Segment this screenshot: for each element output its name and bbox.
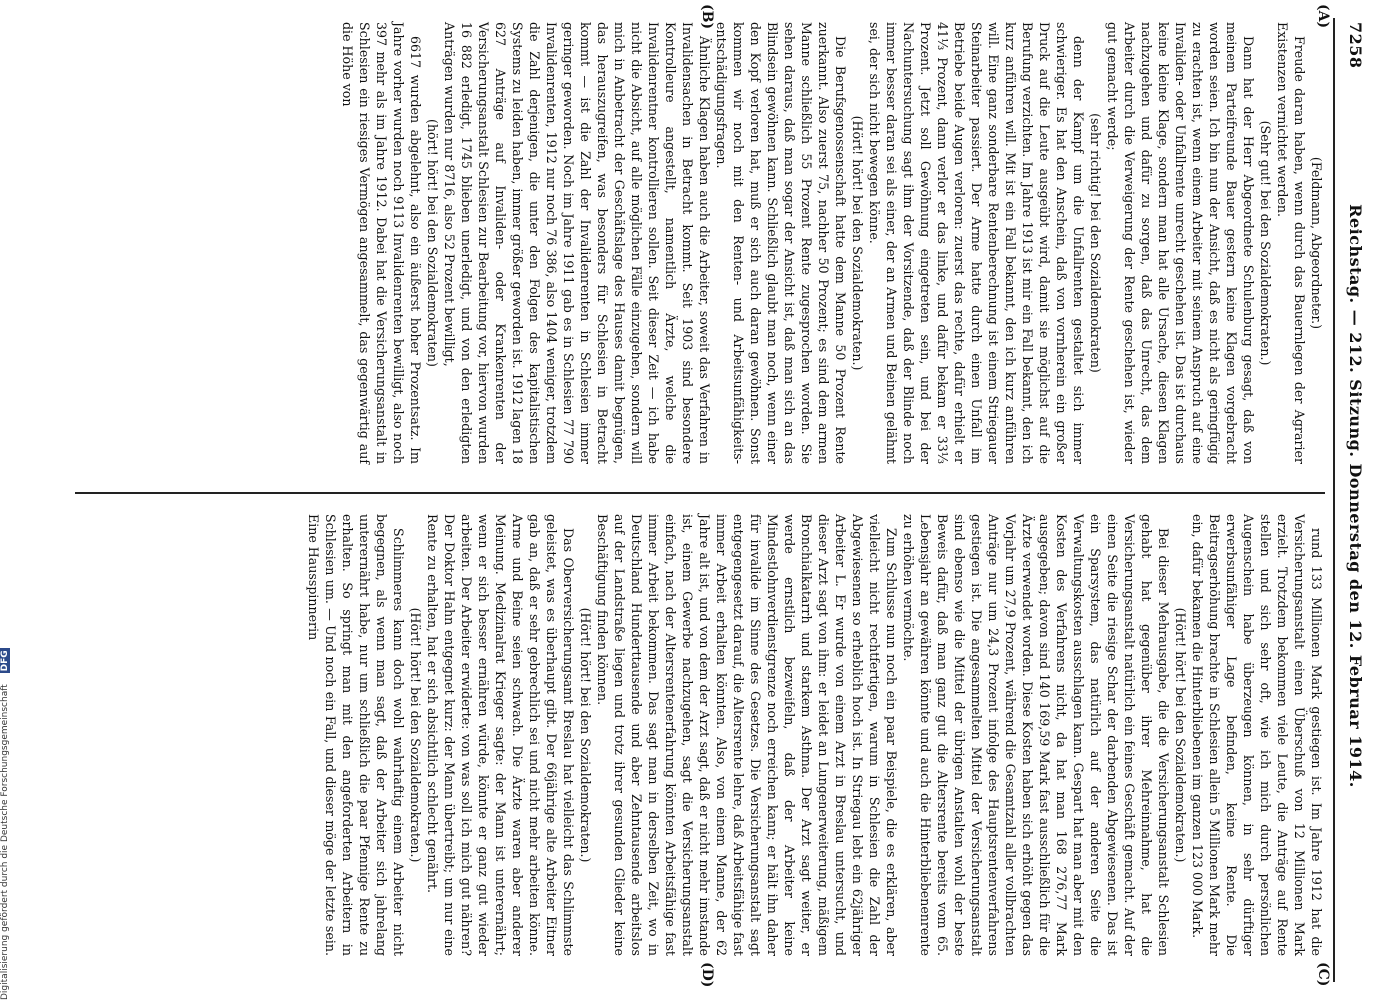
paragraph: denn der Kampf um die Unfallrenten gestaltet sich immer schwieriger. Es hat den Anschein, daß von vornherein ein großer Druck auf die Leute ausgeübt wird, damit sie möglichst auf die Berufung verzichten. Im Jahre 1913 ist mir ein Fall bekannt, den ich kurz anführen will. Mit ist ein Fall bekannt, den ich kurz anführen will. Eine ganz sonderbare Rentenberechnung ist einem Striegauer Steinarbeiter passiert. Der Arme hatte durch einen Unfall im Betriebe beide Augen verloren: zuerst das rechte, dafür erhielt er 41⅓ Prozent, dann verlor er das linke, und dafür bekam er 33⅓ Prozent. Jetzt soll Gewöhnung eingetreten sein, und bei der Nachuntersuchung sagt ihm der Vorsitzende, daß der Blinde noch immer besser daran sei als einer, der an Armen und Beinen gelähmt sei, der sich nicht bewegen könne.	[867, 22, 1086, 464]
right-column	[305, 514, 1325, 956]
paragraph: Freude daran haben, wenn durch das Bauernlegen der Agrarier Existenzen vernichtet werden.	[1275, 22, 1307, 464]
paragraph: (hört! hört! bei den Sozialdemokraten)	[425, 119, 440, 367]
paragraph: Die Berufsgenossenschaft hatte dem Manne 50 Prozent Rente zuerkannt. Also zuerst 75, nachher 50 Prozent; es sind dem armen Manne schließlich 55 Prozent Rente zugesprochen worden. Sie sehen daraus, daß man sogar der Ansicht ist, daß man sich an das Blindsein gewöhnen kann. Schließlich glaubt man noch, wenn einer den Kopf verloren hat, muß er sich auch daran gewöhnen. Sonst kommen wir noch mit den Renten- und Arbeitsunfähigkeits-entschädigungsfragen.	[714, 22, 848, 464]
paragraph: Dann hat der Herr Abgeordnete Schulenburg gesagt, daß von meinem Parteifreunde Bauer gestern keine Klagen vorgebracht worden seien. Ich bin nun der Ansicht, daß es nicht als geringfügig zu erachten ist, wenn einem Arbeiter mit seinem Anspruch auf eine Invaliden- oder Unfallrente unrecht geschehen ist. Das ist durchaus keine kleine Klage, sondern man hat alle Ursache, diesen Klagen nachzugehen und dafür zu sorgen, daß das Unrecht, das dem Arbeiter durch die Verweigerung der Rente geschehen ist, wieder gut gemacht werde;	[1105, 22, 1256, 464]
margin-mark-c: (C)	[1315, 962, 1331, 987]
page-header	[1337, 22, 1365, 970]
paragraph: Bei dieser Mehrausgabe, die die Versicherungsanstalt Schlesien gehabt hat gegenüber ihrer Mehreinnahme, hat die Versicherungsanstalt natürlich ein feines Geschäft gemacht. Auf der einen Seite die riesige Schar der darbenden Abgewiesenen. Das ist ein Sparsystem, das natürlich auf der anderen Seite die Verwaltungskosten ausschlagen kann. Gespart hat man aber mit den Kosten des Verfahrens nicht, da hat man 168 276,77 Mark ausgegeben; davon sind 140 169,59 Mark fast ausschließlich für die Ärzte verwendet worden. Diese Kosten haben sich erhöht gegen das Vorjahr um 27,9 Prozent, während die Gesamtzahl aller vollbrachten Anträge nur um 24,3 Prozent infolge des Hauptsrentenverfahrens gestiegen ist. Die angesammelten Mittel der Versicherungsanstalt sind ebenso wie die Mittel der übrigen Anstalten wohl der beste Beweis dafür, daß man ganz gut die Altersrente bereits vom 65. Lebensjahr an gewähren könnte und auch die Hinterbliebenenrente zu erhöhen vermöchte.	[901, 514, 1171, 956]
paragraph: Zum Schlusse nun noch ein paar Beispiele, die es erklären, aber vielleicht nicht rechtfertigen, warum in Schlesien die Zahl der Abgewiesenen so erheblich hoch ist. In Striegau lebt ein 62jähriger Arbeiter L. Er wurde von einem Arzt in Breslau untersucht, und dieser Arzt sagt von ihm: er leidet an Lungenerweiterung, mäßigem Bronchialkatarrh und starkem Asthma. Der Arzt sagt weiter, er werde ernstlich bezweifeln, daß der Arbeiter keine Mindestlohnverdienstgrenze noch erreichen kann; er hält ihn daher für invalide im Sinne des Gesetzes. Die Versicherungsanstalt sagt entgegengesetzt darauf, die Altersrente lehre, daß Arbeitsfähige fast immer Arbeit erhalten könnten. Also, von einem Manne, der 62 Jahre alt ist, und von dem der Arzt sagt, daß er nicht mehr imstande ist, einem Gewerbe nachzugehen, sagt die Versicherungsanstalt einfach, nach der Altersrentenerfahrung könnten Arbeitsfähige fast immer Arbeit bekommen. Das sagt man in derselben Zeit, wo in Deutschland Hunderttausende und aber Zehntausende arbeitslos auf der Landstraße liegen und trotz ihrer gesunden Glieder keine Beschäftigung finden können.	[595, 514, 899, 956]
header-rule	[1333, 18, 1335, 982]
paragraph: Das Oberversicherungsamt Breslau hat vielleicht das Schlimmste geleistet, was es überhaupt gibt. Der 66jährige alte Arbeiter Eitner gab an, daß er sehr gebrechlich sei und nicht mehr arbeiten könne. Arme und Beine seien schwach. Die Ärzte waren aber anderer Meinung. Medizinalrat Krieger sagte: der Mann ist unterernährt; wenn er sich besser ernähren würde, könnte er ganz gut wieder arbeiten. Der Arbeiter erwiderte: von was soll ich mich gut nähren? Der Doktor Hahn entgegnet kurz: der Mann übertreibt; um nur eine Rente zu erhalten, hat er sich absichtlich schlecht genährt.	[425, 514, 576, 956]
margin-mark-b: (B)	[699, 4, 715, 30]
footer-text: Digitalisierung gefördert durch die Deutsche Forschungsgemeinschaft	[0, 684, 10, 1000]
paragraph: rund 133 Millionen Mark gestiegen ist. Im Jahre 1912 hat die Versicherungsanstalt einen Überschuß von 12 Millionen Mark erzielt. Trotzdem bekommen viele Leute, die Anträge auf Rente stellen und sich sehr oft, wie ich mich durch persönlichen Augenschein habe überzeugen können, in sehr dürftiger erwerbsunfähiger Lage befinden, keine Rente. Die Beitragserhöhung brachte in Schlesien allein 5 Millionen Mark mehr ein, dafür bekamen die Hinterbliebenen im ganzen 123 000 Mark.	[1190, 514, 1324, 956]
paragraph: (Hört! hört! bei den Sozialdemokraten.)	[578, 607, 593, 863]
paragraph: (Hört! hört! bei den Sozialdemokraten.)	[850, 115, 865, 371]
margin-mark-a: (A)	[1315, 4, 1331, 29]
funding-footer	[0, 0, 14, 1000]
column-divider	[75, 492, 1325, 494]
paragraph: (Sehr gut! bei den Sozialdemokraten.)	[1258, 120, 1273, 366]
paragraph: (Hört! hört! bei den Sozialdemokraten.)	[1173, 607, 1188, 863]
page-number: 7258	[1346, 22, 1365, 69]
paragraph: (Feldmann, Abgeordneter.)	[1309, 156, 1324, 330]
left-column	[339, 22, 1325, 464]
dfg-logo: DFG	[0, 650, 10, 672]
page-title: Reichstag. — 212. Sitzung. Donnerstag den 12. Februar 1914.	[1346, 204, 1365, 788]
margin-mark-d: (D)	[699, 962, 715, 988]
paragraph: Ähnliche Klagen haben auch die Arbeiter, soweit das Verfahren in Invalidensachen in Betracht kommt. Seit 1903 sind besondere Kontrolleure angestellt, namentlich Ärzte, welche die Invalidenrentner kontrollieren sollen. Seit dieser Zeit — ich habe nicht die Absicht, auf alle möglichen Fälle einzugehen, sondern will mich in Anbetracht der Geschäftslage des Hauses damit begnügen, das herauszugreifen, was besonders für Schlesien in Betracht kommt — ist die Zahl der Invalidenrenten in Schlesien immer geringer geworden. Noch im Jahre 1911 gab es in Schlesien 77 790 Invalidenrenten, 1912 nur noch 76 386, also 1404 weniger, trotzdem die Zahl derjenigen, die unter den Folgen des kapitalistischen Systems zu leiden haben, immer größer geworden ist. 1912 lagen 18 627 Anträge auf Invaliden- oder Krankenrenten der Versicherungsanstalt Schlesien zur Bearbeitung vor, hiervon wurden 16 882 erledigt, 1745 blieben unerledigt, und von den erledigten Anträgen wurden nur 8716, also 52 Prozent bewilligt,	[442, 22, 712, 464]
paragraph: (Hört! hört! bei den Sozialdemokraten.)	[408, 607, 423, 863]
paragraph: (sehr richtig! bei den Sozialdemokraten)	[1088, 113, 1103, 373]
paragraph: Schlimmeres kann doch wohl wahrhaftig einem Arbeiter nicht begegnen, als wenn man sagt, daß der Arbeiter sich jahrelang unterernährt habe, nur um schließlich die paar Pfennige Rente zu erhalten. So springt man mit den angeforderten Arbeitern in Schlesien um. — Und noch ein Fall, und dieser möge der letzte sein. Eine Hausspinnerin	[306, 514, 406, 956]
paragraph: 6617 wurden abgelehnt, also ein äußerst hoher Prozentsatz. Im Jahre vorher wurden noch 9113 Invalidenrenten bewilligt, also noch 397 mehr als im Jahre 1912. Dabei hat die Versicherungsanstalt in Schlesien ein riesiges Vermögen angesammelt, das gegenwärtig auf die Höhe von	[340, 22, 423, 464]
